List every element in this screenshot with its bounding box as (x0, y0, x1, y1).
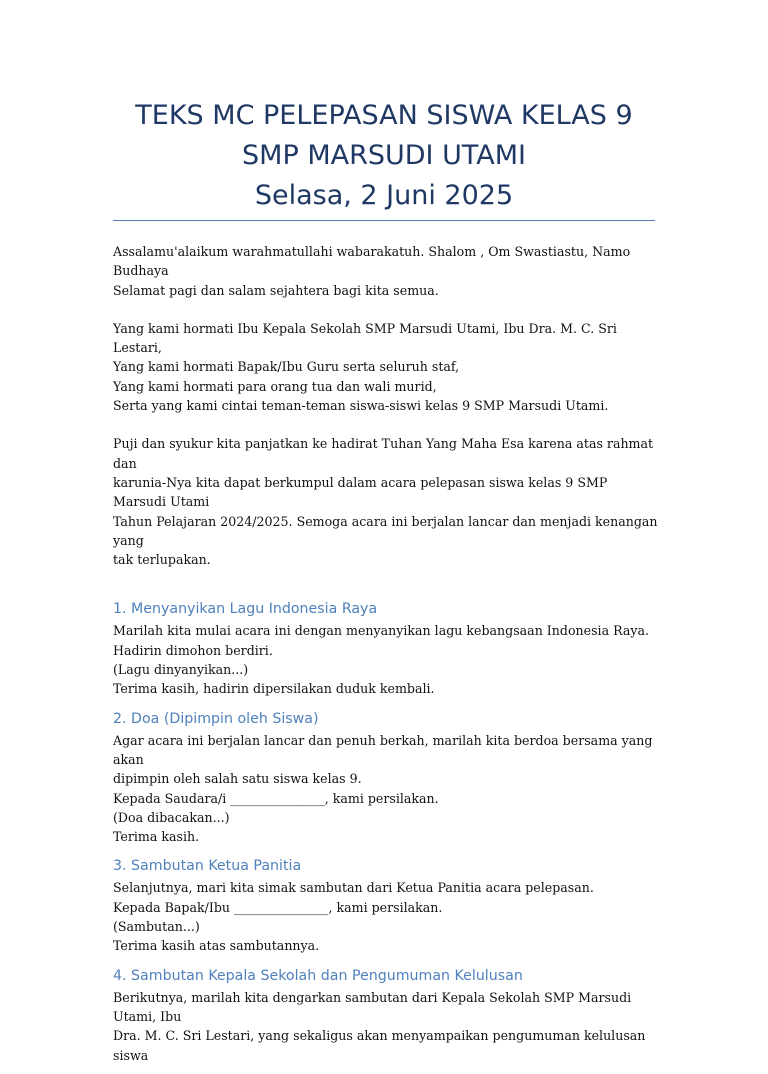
text-line: Assalamu'alaikum warahmatullahi wabarakatuh. Shalom , Om Swastiastu, Namo Budhaya (113, 244, 631, 279)
text-line: dipimpin oleh salah satu siswa kelas 9. (113, 771, 362, 787)
title-divider (113, 220, 655, 221)
text-line: Hadirin dimohon berdiri. (113, 642, 273, 658)
text-line: Selanjutnya, mari kita simak sambutan dari Ketua Panitia acara pelepasan. (113, 880, 594, 896)
text-line: tak terlupakan. (113, 552, 211, 568)
text-line: Serta yang kami cintai teman-teman siswa-siswi kelas 9 SMP Marsudi Utami. (113, 398, 609, 414)
text-line: Kepada Bapak/Ibu _______________, kami persilakan. (113, 899, 443, 915)
greeting-paragraph (113, 242, 658, 300)
title-line: Selasa, 2 Juni 2025 (254, 180, 514, 211)
text-line: (Sambutan...) (113, 919, 200, 935)
text-line: Puji dan syukur kita panjatkan ke hadirat Tuhan Yang Maha Esa karena atas rahmat dan (113, 436, 654, 471)
document-body (113, 242, 658, 1074)
title-line: SMP MARSUDI UTAMI (242, 140, 526, 171)
document-title (113, 96, 655, 216)
text-line: Yang kami hormati para orang tua dan wali murid, (113, 378, 437, 394)
section-3 (113, 855, 658, 955)
section-heading: 1. Menyanyikan Lagu Indonesia Raya (113, 601, 378, 618)
title-line: TEKS MC PELEPASAN SISWA KELAS 9 (135, 100, 633, 131)
text-line: Yang kami hormati Ibu Kepala Sekolah SMP Marsudi Utami, Ibu Dra. M. C. Sri Lestari, (113, 320, 617, 356)
text-line: Terima kasih atas sambutannya. (113, 938, 320, 954)
respect-paragraph (113, 319, 658, 415)
text-line: Terima kasih, hadirin dipersilakan duduk kembali. (113, 681, 435, 697)
text-line: Marilah kita mulai acara ini dengan menyanyikan lagu kebangsaan Indonesia Raya. (113, 623, 650, 639)
text-line: Dra. M. C. Sri Lestari, yang sekaligus akan menyampaikan pengumuman kelulusan siswa (113, 1028, 646, 1063)
section-2 (113, 708, 658, 847)
section-heading: 3. Sambutan Ketua Panitia (113, 858, 302, 875)
text-line: karunia-Nya kita dapat berkumpul dalam acara pelepasan siswa kelas 9 SMP Marsudi Utami (113, 474, 608, 510)
section-heading: 2. Doa (Dipimpin oleh Siswa) (113, 710, 319, 727)
intro-paragraph (113, 434, 658, 569)
text-line: (Lagu dinyanyikan...) (113, 662, 249, 678)
text-line: Tahun Pelajaran 2024/2025. Semoga acara ini berjalan lancar dan menjadi kenangan yang (113, 513, 658, 548)
text-line: Yang kami hormati Bapak/Ibu Guru serta seluruh staf, (113, 359, 460, 375)
text-line: Agar acara ini berjalan lancar dan penuh berkah, marilah kita berdoa bersama yang akan (113, 732, 653, 767)
text-line: Kepada Saudara/i _______________, kami persilakan. (113, 790, 439, 806)
text-line: Terima kasih. (113, 829, 200, 845)
section-4 (113, 965, 658, 1065)
section-heading: 4. Sambutan Kepala Sekolah dan Pengumuman Kelulusan (113, 967, 523, 984)
text-line: Berikutnya, marilah kita dengarkan sambutan dari Kepala Sekolah SMP Marsudi Utami, Ibu (113, 989, 632, 1024)
text-line: (Doa dibacakan...) (113, 809, 230, 825)
section-1 (113, 598, 658, 698)
text-line: Selamat pagi dan salam sejahtera bagi kita semua. (113, 282, 439, 298)
